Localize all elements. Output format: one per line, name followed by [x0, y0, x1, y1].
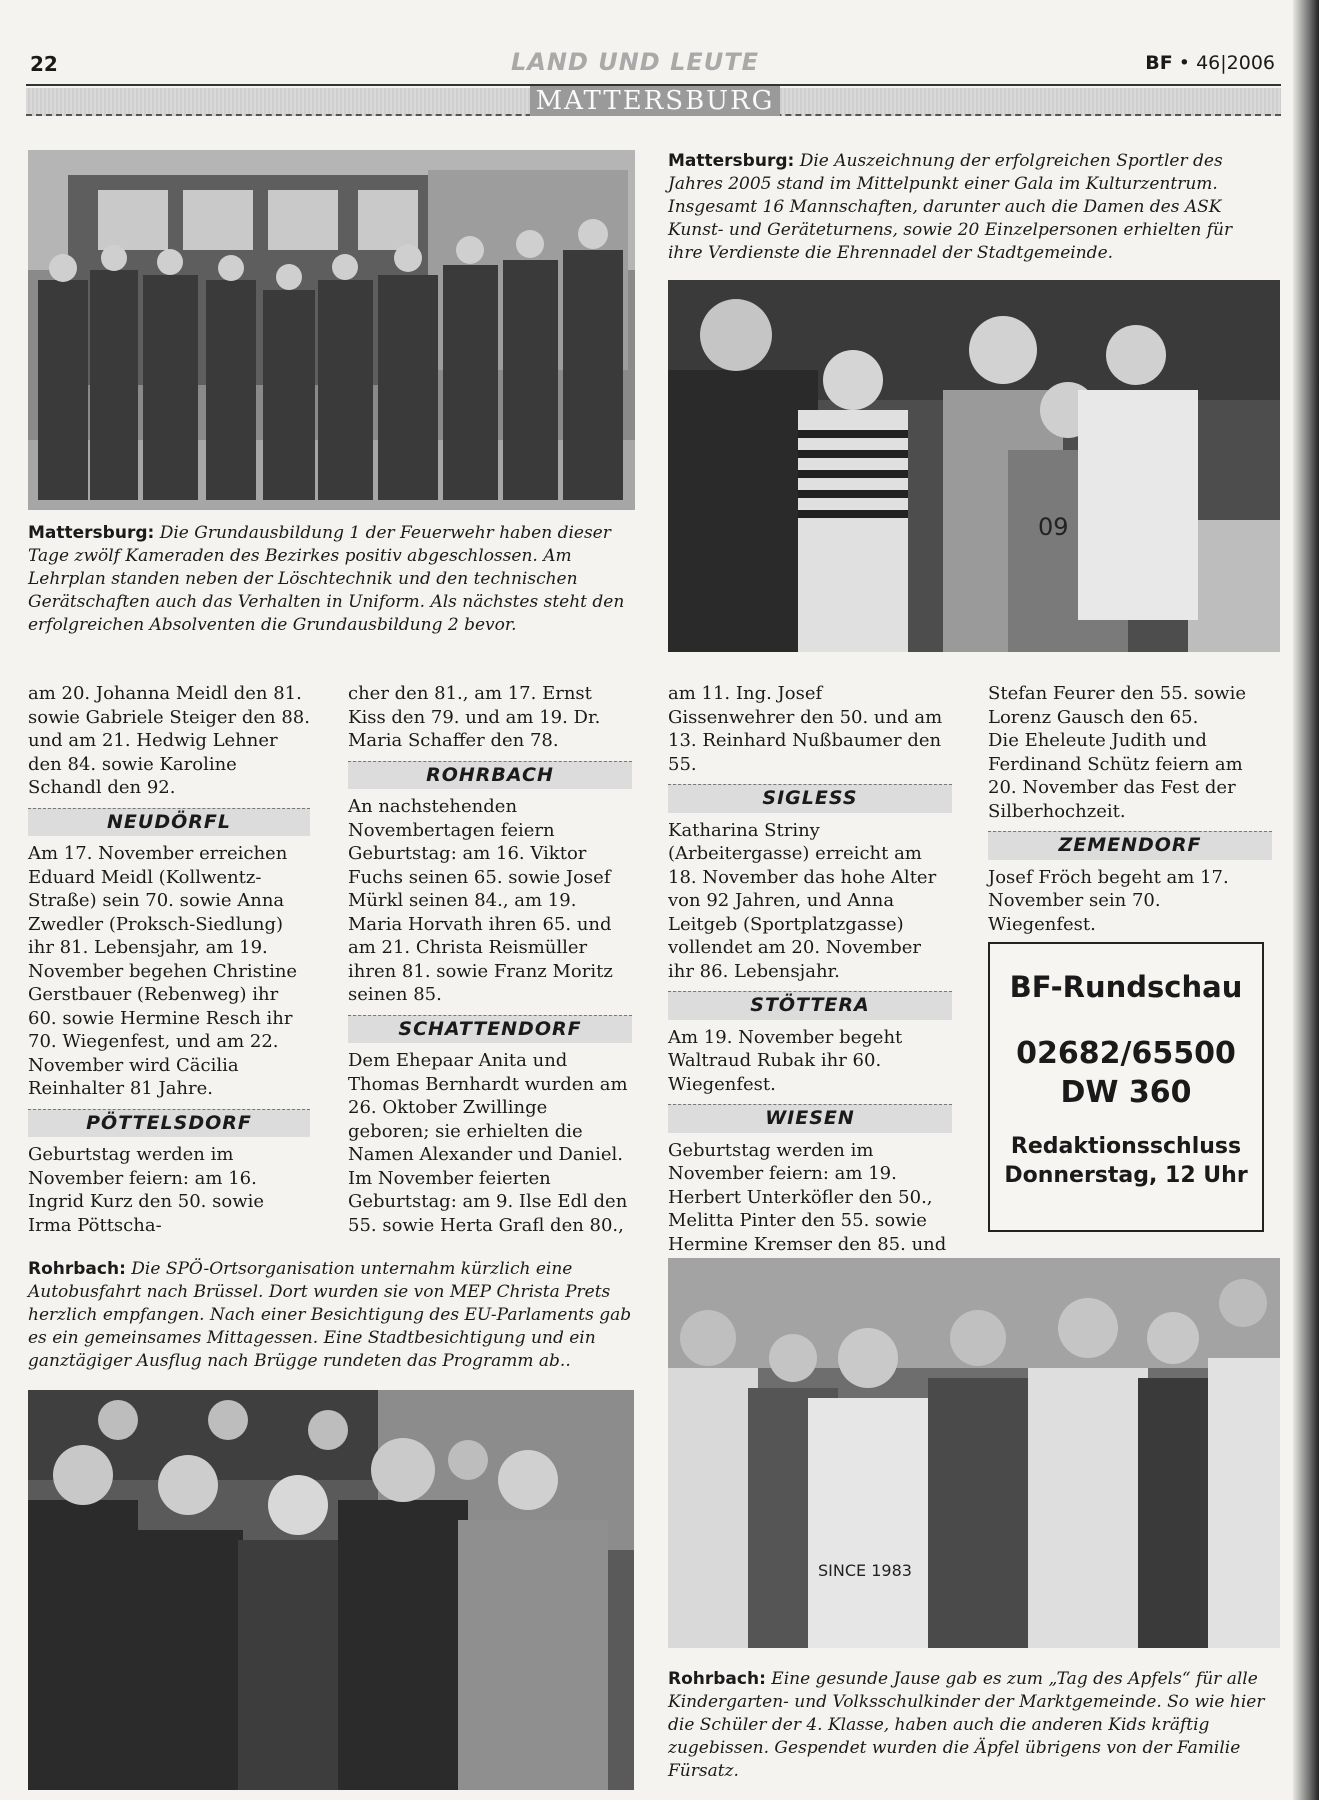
- heading-neudoerfl: NEUDÖRFL: [28, 808, 310, 837]
- ad-phone: 02682/65500: [1016, 1036, 1236, 1071]
- caption-place: Mattersburg:: [668, 151, 795, 171]
- col4-intro: Stefan Feurer den 55. sowie Lorenz Gausch den 65.: [988, 683, 1246, 728]
- section-title: LAND UND LEUTE: [510, 48, 760, 76]
- column-3: [668, 682, 952, 1280]
- issue-info: [1145, 52, 1275, 74]
- heading-rohrbach: ROHRBACH: [348, 761, 632, 790]
- text-schattendorf-2: Im November feierten Geburtstag: am 9. Ilse Edl den 55. sowie Herta Grafl den 80.,: [348, 1167, 628, 1236]
- heading-schattendorf: SCHATTENDORF: [348, 1015, 632, 1044]
- col1-intro: am 20. Johanna Meidl den 81. sowie Gabriele Steiger den 88. und am 21. Hedwig Lehner den 84. sowie Karoline Schandl den 92.: [28, 683, 310, 798]
- issue-brand: BF: [1145, 52, 1173, 74]
- text-neudoerfl: Am 17. November erreichen Eduard Meidl (Kollwentz-Straße) sein 70. sowie Anna Zwedler (Proksch-Siedlung) ihr 81. Lebensjahr, am 19. November begehen Christine Gerstbauer (Rebenweg) ihr 60. sowie Hermine Resch ihr 70. Wiegenfest, und am 22. November wird Cäcilia Reinhalter 81 Jahre.: [28, 843, 298, 1099]
- ad-extension: DW 360: [1060, 1075, 1192, 1110]
- page-edge-shadow: [1293, 0, 1319, 1800]
- heading-sigless: SIGLESS: [668, 784, 952, 813]
- caption-text: Die Grundausbildung 1 der Feuerwehr haben dieser Tage zwölf Kameraden des Bezirkes positiv abgeschlossen. Am Lehrplan standen neben der Löschtechnik und den technischen Gerätschaften auch das Verhalten in Uniform. Als nächstes steht den erfolgreichen Absolventen die Grundausbildung 2 bevor.: [28, 523, 625, 635]
- ad-deadline: Donnerstag, 12 Uhr: [1004, 1163, 1248, 1188]
- caption-text: Die Auszeichnung der erfolgreichen Sportler des Jahres 2005 stand im Mittelpunkt einer Gala im Kulturzentrum. Insgesamt 16 Mannschaften, darunter auch die Damen des ASK Kunst- und Geräteturnens, sowie 20 Einzelpersonen erhielten für ihre Verdienste die Ehrennadel der Stadtgemeinde.: [668, 151, 1233, 263]
- column-4: [988, 682, 1272, 936]
- text-wiesen: Geburtstag werden im November feiern: am 19. Herbert Unterköfler den 50., Melitta Pinter den 55. sowie Hermine Kremser den 85. und: [668, 1139, 947, 1255]
- ad-deadline-label: Redaktionsschluss: [1010, 1134, 1242, 1159]
- text-stoettera: Am 19. November begeht Waltraud Rubak ihr 60. Wiegenfest.: [668, 1026, 903, 1095]
- col2-intro: cher den 81., am 17. Ernst Kiss den 79. und am 19. Dr. Maria Schaffer den 78.: [348, 683, 601, 751]
- issue-separator: •: [1178, 52, 1191, 74]
- ad-title: BF-Rundschau: [1009, 970, 1243, 1004]
- column-1: [28, 682, 310, 1237]
- photo-apfel: [668, 1258, 1280, 1648]
- caption-sportler: [668, 150, 1266, 265]
- shirt-text: SINCE 1983: [818, 1561, 912, 1580]
- shirt-number: 09: [1038, 513, 1069, 541]
- heading-wiesen: WIESEN: [668, 1104, 952, 1133]
- col3-intro: am 11. Ing. Josef Gissenwehrer den 50. und am 13. Reinhard Nußbaumer den 55.: [668, 683, 943, 775]
- heading-poettelsdorf: PÖTTELSDORF: [28, 1109, 310, 1138]
- caption-place: Rohrbach:: [28, 1259, 126, 1279]
- heading-stoettera: STÖTTERA: [668, 991, 952, 1020]
- caption-text: Eine gesunde Jause gab es zum „Tag des Apfels“ für alle Kindergarten- und Volksschulkinder der Marktgemeinde. So wie hier die Schüler der 4. Klasse, haben auch die anderen Kids kräftig zugebissen. Gespendet wurden die Äpfel übrigens von der Familie Fürsatz.: [668, 1669, 1265, 1781]
- text-poettelsdorf: Geburtstag werden im November feiern: am 16. Ingrid Kurz den 50. sowie Irma Pöttscha-: [28, 1144, 265, 1236]
- column-2: [348, 682, 632, 1237]
- caption-place: Rohrbach:: [668, 1669, 766, 1689]
- text-zemendorf: Josef Fröch begeht am 17. November sein 70. Wiegenfest.: [988, 866, 1229, 935]
- caption-bruessel: [28, 1258, 634, 1373]
- photo-feuerwehr: [28, 150, 635, 510]
- ad-box-rundschau: [988, 942, 1264, 1232]
- col4-intro-2: Die Eheleute Judith und Ferdinand Schütz feiern am 20. November das Fest der Silberhochzeit.: [988, 730, 1243, 822]
- text-schattendorf-1: Dem Ehepaar Anita und Thomas Bernhardt wurden am 26. Oktober Zwillinge geboren; sie erhielten die Namen Alexander und Daniel.: [348, 1050, 628, 1165]
- locality-title: MATTERSBURG: [530, 86, 780, 116]
- caption-place: Mattersburg:: [28, 523, 155, 543]
- caption-feuerwehr: [28, 522, 628, 637]
- page-number: 22: [30, 52, 58, 76]
- text-sigless: Katharina Striny (Arbeitergasse) erreicht am 18. November das hohe Alter von 92 Jahren, und Anna Leitgeb (Sportplatzgasse) vollendet am 20. November ihr 86. Lebensjahr.: [668, 819, 937, 982]
- caption-text: Die SPÖ-Ortsorganisation unternahm kürzlich eine Autobusfahrt nach Brüssel. Dort wurden sie von MEP Christa Prets herzlich empfangen. Nach einer Besichtigung des EU-Parlaments gab es ein gemeinsames Mittagessen. Eine Stadtbesichtigung und ein ganztägiger Ausflug nach Brügge rundeten das Programm ab..: [28, 1259, 632, 1371]
- issue-number: 46|2006: [1196, 52, 1275, 74]
- text-rohrbach: An nachstehenden Novembertagen feiern Geburtstag: am 16. Viktor Fuchs seinen 65. sowie Josef Mürkl seinen 84., am 19. Maria Horvath ihren 65. und am 21. Christa Reismüller ihren 81. sowie Franz Moritz seinen 85.: [348, 796, 613, 1005]
- heading-zemendorf: ZEMENDORF: [988, 831, 1272, 860]
- photo-sportler: [668, 280, 1280, 652]
- photo-bruessel: [28, 1390, 634, 1790]
- caption-apfel: [668, 1668, 1274, 1783]
